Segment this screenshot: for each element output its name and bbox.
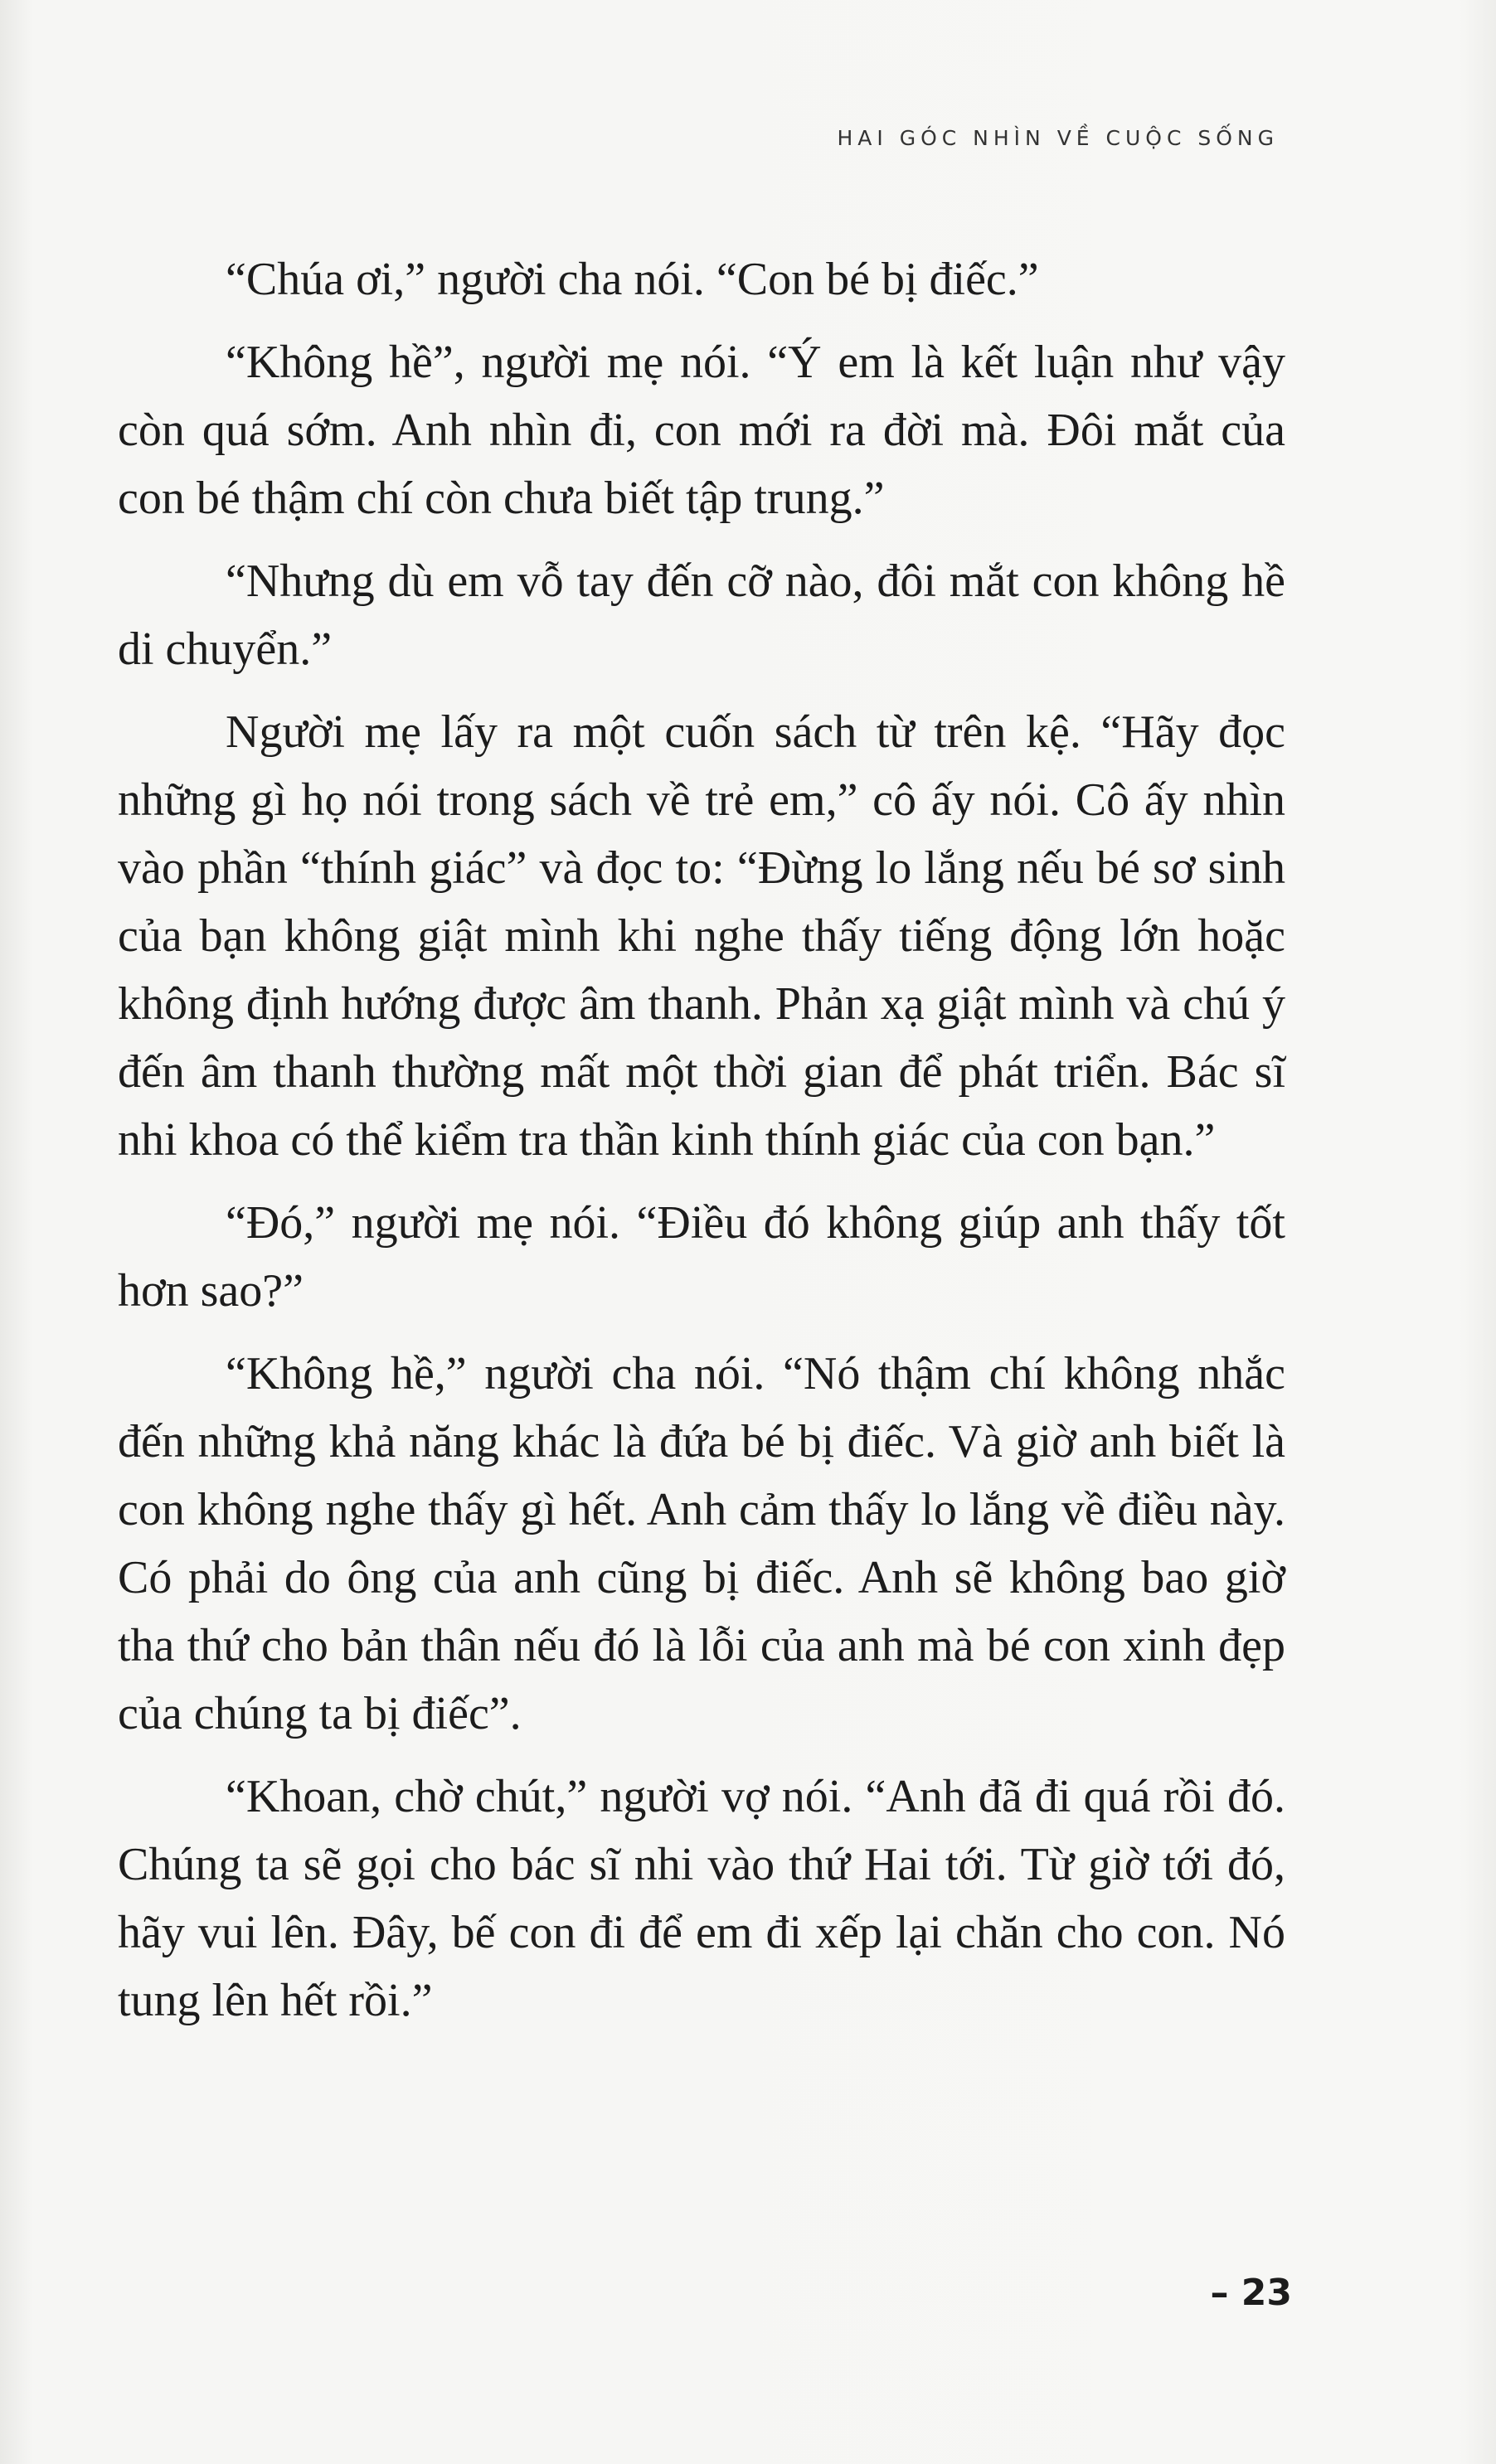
paragraph-2: “Không hề”, người mẹ nói. “Ý em là kết luận như vậy còn quá sớm. Anh nhìn đi, con mới ra đời mà. Đôi mắt của con bé thậm chí còn chưa biết tập trung.”: [118, 337, 1285, 524]
paragraph-3: “Nhưng dù em vỗ tay đến cỡ nào, đôi mắt con không hề di chuyển.”: [118, 555, 1285, 675]
body-text: [118, 245, 1285, 2049]
paragraph-7: “Khoan, chờ chút,” người vợ nói. “Anh đã đi quá rồi đó. Chúng ta sẽ gọi cho bác sĩ nhi vào thứ Hai tới. Từ giờ tới đó, hãy vui lên. Đây, bế con đi để em đi xếp lại chăn cho con. Nó tung lên hết rồi.”: [118, 1771, 1285, 2026]
paragraph-4: Người mẹ lấy ra một cuốn sách từ trên kệ. “Hãy đọc những gì họ nói trong sách về trẻ em,” cô ấy nói. Cô ấy nhìn vào phần “thính giác” và đọc to: “Đừng lo lắng nếu bé sơ sinh của bạn không giật mình khi nghe thấy tiếng động lớn hoặc không định hướng được âm thanh. Phản xạ giật mình và chú ý đến âm thanh thường mất một thời gian để phát triển. Bác sĩ nhi khoa có thể kiểm tra thần kinh thính giác của con bạn.”: [118, 706, 1285, 1166]
paragraph-5: “Đó,” người mẹ nói. “Điều đó không giúp anh thấy tốt hơn sao?”: [118, 1197, 1285, 1317]
paragraph-6: “Không hề,” người cha nói. “Nó thậm chí không nhắc đến những khả năng khác là đứa bé bị điếc. Và giờ anh biết là con không nghe thấy gì hết. Anh cảm thấy lo lắng về điều này. Có phải do ông của anh cũng bị điếc. Anh sẽ không bao giờ tha thứ cho bản thân nếu đó là lỗi của anh mà bé con xinh đẹp của chúng ta bị điếc”.: [118, 1348, 1285, 1739]
running-head: HAI GÓC NHÌN VỀ CUỘC SỐNG: [837, 126, 1279, 150]
page-number: – 23: [1210, 2272, 1292, 2314]
paragraph-1: “Chúa ơi,” người cha nói. “Con bé bị điếc.”: [226, 254, 1039, 305]
